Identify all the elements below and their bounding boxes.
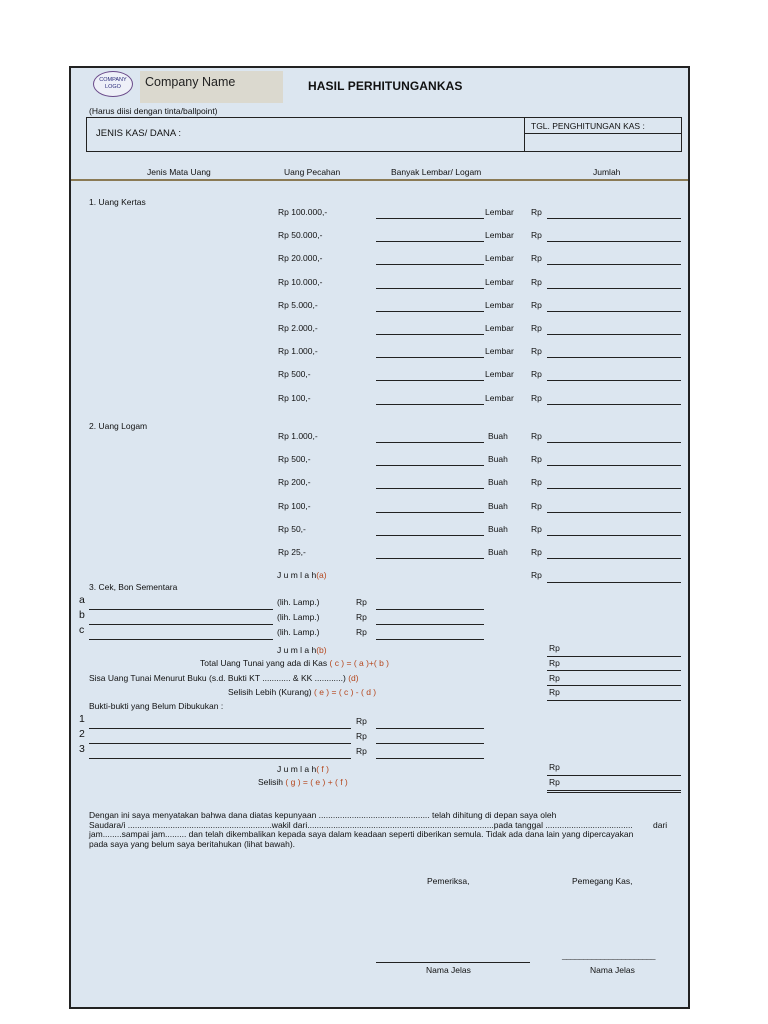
banknote-amount-field[interactable] bbox=[547, 218, 681, 219]
denomination-label: Rp 1.000,- bbox=[278, 431, 318, 441]
col-denomination: Uang Pecahan bbox=[284, 167, 341, 177]
statement-line3: jam........sampai jam......... dan telah dikembalikan kepada saya dalam keadaan seperti diberikan semula. Tidak ada dana lain yang dipercayakan bbox=[89, 829, 634, 839]
banknote-count-field[interactable] bbox=[376, 264, 484, 265]
difference-label: Selisih Lebih (Kurang) ( e ) = ( c ) - ( d ) bbox=[228, 687, 377, 697]
rp-label: Rp bbox=[531, 431, 542, 441]
unbooked-row-number: 2 bbox=[79, 728, 85, 740]
coins-section-label: 2. Uang Logam bbox=[89, 421, 148, 431]
banknote-count-field[interactable] bbox=[376, 404, 484, 405]
rp-label: Rp bbox=[531, 253, 542, 263]
coin-amount-field[interactable] bbox=[547, 512, 681, 513]
unbooked-amount-field[interactable] bbox=[376, 728, 484, 729]
coin-count-field[interactable] bbox=[376, 442, 484, 443]
rp-label: Rp bbox=[531, 277, 542, 287]
unbooked-description-field[interactable] bbox=[89, 743, 351, 744]
book-balance-field[interactable] bbox=[547, 685, 681, 686]
cheques-section-label: 3. Cek, Bon Sementara bbox=[89, 582, 178, 592]
total-cash-label: Total Uang Tunai yang ada di Kas ( c ) = ( a )+( b ) bbox=[200, 658, 390, 668]
denomination-label: Rp 500,- bbox=[278, 369, 311, 379]
cheque-ref-label: (lih. Lamp.) bbox=[277, 612, 320, 622]
denomination-label: Rp 1.000,- bbox=[278, 346, 318, 356]
denomination-label: Rp 100,- bbox=[278, 393, 311, 403]
count-date-label: TGL. PENGHITUNGAN KAS : bbox=[531, 121, 645, 131]
total-cash-rp: Rp bbox=[549, 658, 560, 668]
rp-label: Rp bbox=[531, 300, 542, 310]
col-currency-type: Jenis Mata Uang bbox=[147, 167, 211, 177]
unbooked-row-number: 3 bbox=[79, 743, 85, 755]
statement-line4: pada saya yang belum saya beritahukan (lihat bawah). bbox=[89, 839, 296, 849]
unit-label: Buah bbox=[488, 454, 508, 464]
selisih-g-field[interactable] bbox=[547, 790, 681, 793]
unbooked-description-field[interactable] bbox=[89, 728, 351, 729]
denomination-label: Rp 5.000,- bbox=[278, 300, 318, 310]
coin-amount-field[interactable] bbox=[547, 535, 681, 536]
rp-label: Rp bbox=[356, 731, 367, 741]
subtotal-a-rp: Rp bbox=[531, 570, 542, 580]
unit-label: Buah bbox=[488, 524, 508, 534]
rp-label: Rp bbox=[531, 323, 542, 333]
form-title: HASIL PERHITUNGANKAS bbox=[308, 79, 463, 93]
unbooked-section-label: Bukti-bukti yang Belum Dibukukan : bbox=[89, 701, 224, 711]
examiner-label: Pemeriksa, bbox=[427, 876, 470, 886]
rp-label: Rp bbox=[531, 547, 542, 557]
cashier-name-label: Nama Jelas bbox=[590, 965, 635, 975]
coin-amount-field[interactable] bbox=[547, 465, 681, 466]
subtotal-a-label: J u m l a h(a) bbox=[277, 570, 327, 580]
denomination-label: Rp 50,- bbox=[278, 524, 306, 534]
unit-label: Buah bbox=[488, 477, 508, 487]
rp-label: Rp bbox=[531, 501, 542, 511]
unbooked-row-number: 1 bbox=[79, 713, 85, 725]
statement-line2-right: dari bbox=[653, 820, 668, 830]
selisih-g-label: Selisih ( g ) = ( e ) + ( f ) bbox=[258, 777, 348, 787]
book-balance-label: Sisa Uang Tunai Menurut Buku (s.d. Bukti KT ............ & KK ............) (d) bbox=[89, 673, 359, 683]
subtotal-b-rp: Rp bbox=[549, 643, 560, 653]
cashier-label: Pemegang Kas, bbox=[572, 876, 633, 886]
unit-label: Lembar bbox=[485, 323, 514, 333]
subtotal-a-field[interactable] bbox=[547, 582, 681, 583]
cheque-description-field[interactable] bbox=[89, 624, 273, 625]
unit-label: Lembar bbox=[485, 346, 514, 356]
banknote-count-field[interactable] bbox=[376, 288, 484, 289]
rp-label: Rp bbox=[531, 477, 542, 487]
denomination-label: Rp 100,- bbox=[278, 501, 311, 511]
subtotal-b-field[interactable] bbox=[547, 656, 681, 657]
header-box bbox=[86, 117, 682, 152]
banknote-amount-field[interactable] bbox=[547, 380, 681, 381]
coin-count-field[interactable] bbox=[376, 558, 484, 559]
banknote-amount-field[interactable] bbox=[547, 357, 681, 358]
rp-label: Rp bbox=[531, 393, 542, 403]
rp-label: Rp bbox=[531, 454, 542, 464]
unit-label: Lembar bbox=[485, 230, 514, 240]
cash-type-label: JENIS KAS/ DANA : bbox=[96, 128, 181, 139]
coin-count-field[interactable] bbox=[376, 535, 484, 536]
rp-label: Rp bbox=[531, 369, 542, 379]
cheque-description-field[interactable] bbox=[89, 639, 273, 640]
difference-rp: Rp bbox=[549, 687, 560, 697]
book-balance-rp: Rp bbox=[549, 673, 560, 683]
denomination-label: Rp 100.000,- bbox=[278, 207, 328, 217]
statement-line1: Dengan ini saya menyatakan bahwa dana diatas kepunyaan ............................................... telah dihitung di depan saya oleh bbox=[89, 810, 557, 820]
rp-label: Rp bbox=[531, 524, 542, 534]
banknote-amount-field[interactable] bbox=[547, 288, 681, 289]
denomination-label: Rp 200,- bbox=[278, 477, 311, 487]
unit-label: Lembar bbox=[485, 300, 514, 310]
difference-field[interactable] bbox=[547, 700, 681, 701]
unit-label: Lembar bbox=[485, 277, 514, 287]
subtotal-f-rp: Rp bbox=[549, 762, 560, 772]
examiner-name-label: Nama Jelas bbox=[426, 965, 471, 975]
company-logo: COMPANY LOGO bbox=[93, 71, 133, 97]
examiner-signature-line[interactable] bbox=[376, 962, 530, 963]
cheque-amount-field[interactable] bbox=[376, 639, 484, 640]
subtotal-f-field[interactable] bbox=[547, 775, 681, 776]
total-cash-field[interactable] bbox=[547, 670, 681, 671]
unit-label: Lembar bbox=[485, 207, 514, 217]
cheque-row-letter: c bbox=[79, 624, 85, 636]
rp-label: Rp bbox=[356, 612, 367, 622]
unit-label: Buah bbox=[488, 501, 508, 511]
cheque-row-letter: a bbox=[79, 594, 85, 606]
selisih-g-rp: Rp bbox=[549, 777, 560, 787]
banknote-count-field[interactable] bbox=[376, 357, 484, 358]
rp-label: Rp bbox=[356, 716, 367, 726]
coin-amount-field[interactable] bbox=[547, 488, 681, 489]
banknote-amount-field[interactable] bbox=[547, 404, 681, 405]
unit-label: Buah bbox=[488, 431, 508, 441]
cheque-row-letter: b bbox=[79, 609, 85, 621]
unbooked-amount-field[interactable] bbox=[376, 758, 484, 759]
ink-note: (Harus diisi dengan tinta/ballpoint) bbox=[89, 106, 218, 116]
header-separator bbox=[71, 179, 688, 181]
col-total: Jumlah bbox=[593, 167, 621, 177]
cheque-amount-field[interactable] bbox=[376, 624, 484, 625]
banknote-count-field[interactable] bbox=[376, 218, 484, 219]
subtotal-b-label: J u m l a h(b) bbox=[277, 645, 327, 655]
denomination-label: Rp 10.000,- bbox=[278, 277, 323, 287]
banknote-count-field[interactable] bbox=[376, 380, 484, 381]
denomination-label: Rp 2.000,- bbox=[278, 323, 318, 333]
rp-label: Rp bbox=[356, 746, 367, 756]
cash-count-form bbox=[69, 66, 690, 1009]
company-name: Company Name bbox=[140, 71, 283, 103]
unit-label: Lembar bbox=[485, 369, 514, 379]
cheque-ref-label: (lih. Lamp.) bbox=[277, 597, 320, 607]
rp-label: Rp bbox=[356, 597, 367, 607]
coin-amount-field[interactable] bbox=[547, 442, 681, 443]
unbooked-amount-field[interactable] bbox=[376, 743, 484, 744]
unbooked-description-field[interactable] bbox=[89, 758, 351, 759]
denomination-label: Rp 25,- bbox=[278, 547, 306, 557]
unit-label: Lembar bbox=[485, 393, 514, 403]
denomination-label: Rp 20.000,- bbox=[278, 253, 323, 263]
banknotes-section-label: 1. Uang Kertas bbox=[89, 197, 146, 207]
rp-label: Rp bbox=[531, 230, 542, 240]
banknote-amount-field[interactable] bbox=[547, 311, 681, 312]
banknote-amount-field[interactable] bbox=[547, 334, 681, 335]
denomination-label: Rp 50.000,- bbox=[278, 230, 323, 240]
rp-label: Rp bbox=[531, 207, 542, 217]
cheque-description-field[interactable] bbox=[89, 609, 273, 610]
coin-amount-field[interactable] bbox=[547, 558, 681, 559]
banknote-amount-field[interactable] bbox=[547, 264, 681, 265]
banknote-count-field[interactable] bbox=[376, 241, 484, 242]
denomination-label: Rp 500,- bbox=[278, 454, 311, 464]
statement-line2: Saudara/i .............................................................wakil dari...............................................................................pada tanggal ..................................... bbox=[89, 820, 633, 830]
col-count: Banyak Lembar/ Logam bbox=[391, 167, 482, 177]
rp-label: Rp bbox=[356, 627, 367, 637]
cashier-signature-line[interactable]: ______________________ bbox=[562, 950, 656, 960]
rp-label: Rp bbox=[531, 346, 542, 356]
unit-label: Lembar bbox=[485, 253, 514, 263]
coin-count-field[interactable] bbox=[376, 488, 484, 489]
banknote-amount-field[interactable] bbox=[547, 241, 681, 242]
cheque-amount-field[interactable] bbox=[376, 609, 484, 610]
coin-count-field[interactable] bbox=[376, 512, 484, 513]
banknote-count-field[interactable] bbox=[376, 311, 484, 312]
coin-count-field[interactable] bbox=[376, 465, 484, 466]
subtotal-f-label: J u m l a h( f ) bbox=[277, 764, 329, 774]
banknote-count-field[interactable] bbox=[376, 334, 484, 335]
cheque-ref-label: (lih. Lamp.) bbox=[277, 627, 320, 637]
unit-label: Buah bbox=[488, 547, 508, 557]
